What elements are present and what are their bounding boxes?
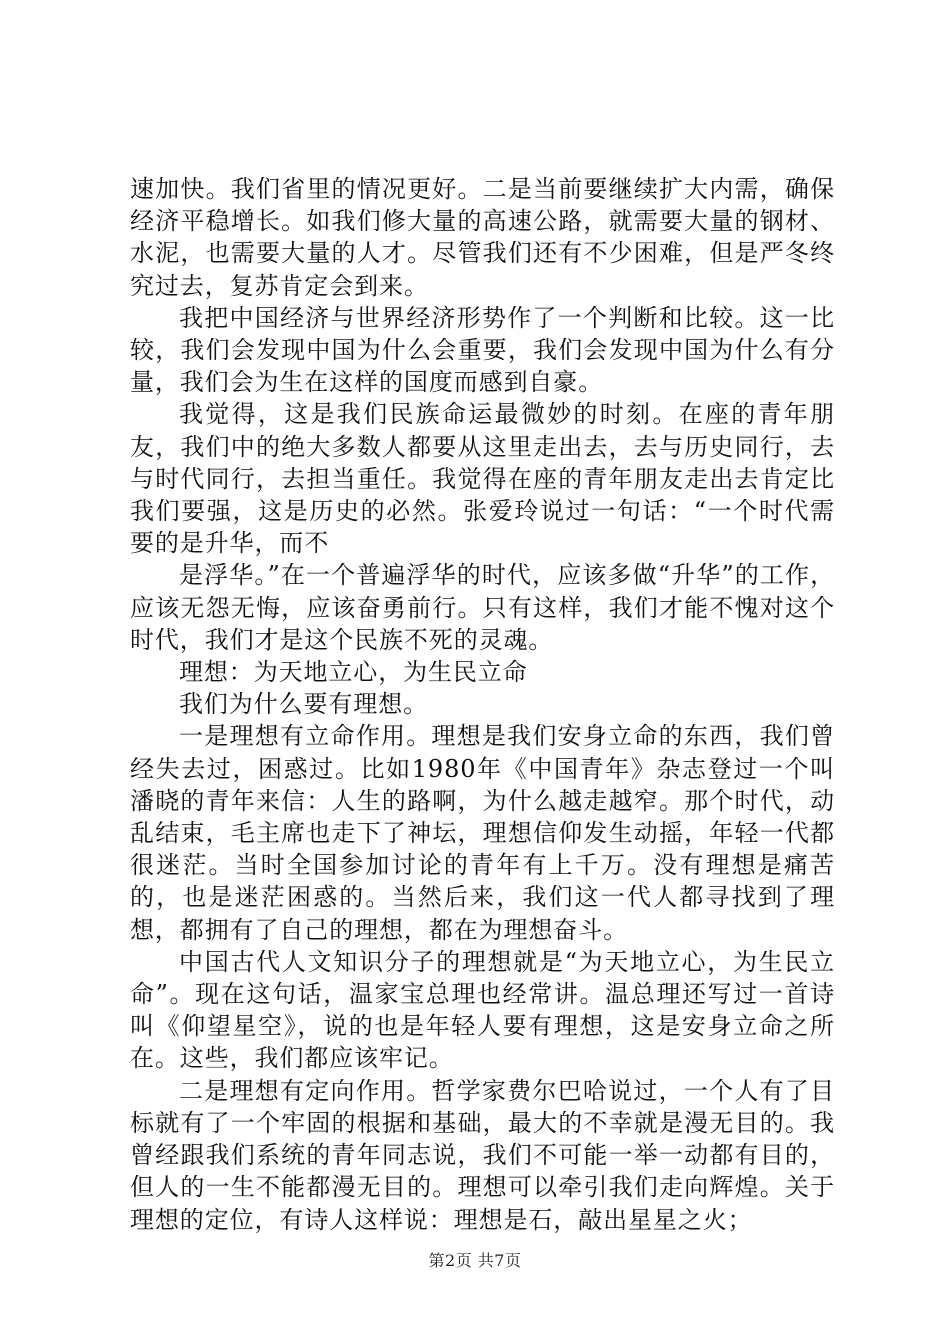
paragraph: 中国古代人文知识分子的理想就是“为天地立心，为生民立命”。现在这句话，温家宝总理也经常讲。温总理还写过一首诗叫《仰望星空》，说的也是年轻人要有理想，这是安身立命之所在。这些，我们都应该牢记。: [130, 947, 835, 1073]
paragraph: 我把中国经济与世界经济形势作了一个判断和比较。这一比较，我们会发现中国为什么会重要，我们会发现中国为什么有分量，我们会为生在这样的国度而感到自豪。: [130, 303, 835, 397]
page-footer: [0, 1248, 950, 1271]
page-number-label: 第2页 共7页: [428, 1251, 522, 1270]
section-heading: 理想：为天地立心，为生民立命: [179, 658, 528, 687]
document-body: [130, 173, 835, 1236]
paragraph: 一是理想有立命作用。理想是我们安身立命的东西，我们曾经失去过，困惑过。比如1980年《中国青年》杂志登过一个叫潘晓的青年来信：人生的路啊，为什么越走越窄。那个时代，动乱结束，毛主席也走下了神坛，理想信仰发生动摇，年轻一代都很迷茫。当时全国参加讨论的青年有上千万。没有理想是痛苦的，也是迷茫困惑的。当然后来，我们这一代人都寻找到了理想，都拥有了自己的理想，都在为理想奋斗。: [130, 722, 835, 944]
paragraph: 二是理想有定向作用。哲学家费尔巴哈说过，一个人有了目标就有了一个牢固的根据和基础，最大的不幸就是漫无目的。我曾经跟我们系统的青年同志说，我们不可能一举一动都有目的，但人的一生不能都漫无目的。理想可以牵引我们走向辉煌。关于理想的定位，有诗人这样说：理想是石，敲出星星之火；: [130, 1076, 835, 1234]
paragraph: 速加快。我们省里的情况更好。二是当前要继续扩大内需，确保经济平稳增长。如我们修大量的高速公路，就需要大量的钢材、水泥，也需要大量的人才。尽管我们还有不少困难，但是严冬终究过去，复苏肯定会到来。: [130, 175, 835, 300]
paragraph: 我觉得，这是我们民族命运最微妙的时刻。在座的青年朋友，我们中的绝大多数人都要从这里走出去，去与历史同行，去与时代同行，去担当重任。我觉得在座的青年朋友走出去肯定比我们要强，这是历史的必然。张爱玲说过一句话：“一个时代需要的是升华，而不: [130, 400, 835, 558]
paragraph: 我们为什么要有理想。: [179, 690, 428, 719]
paragraph: 是浮华。”在一个普遍浮华的时代，应该多做“升华”的工作，应该无怨无悔，应该奋勇前行。只有这样，我们才能不愧对这个时代，我们才是这个民族不死的灵魂。: [130, 561, 835, 654]
